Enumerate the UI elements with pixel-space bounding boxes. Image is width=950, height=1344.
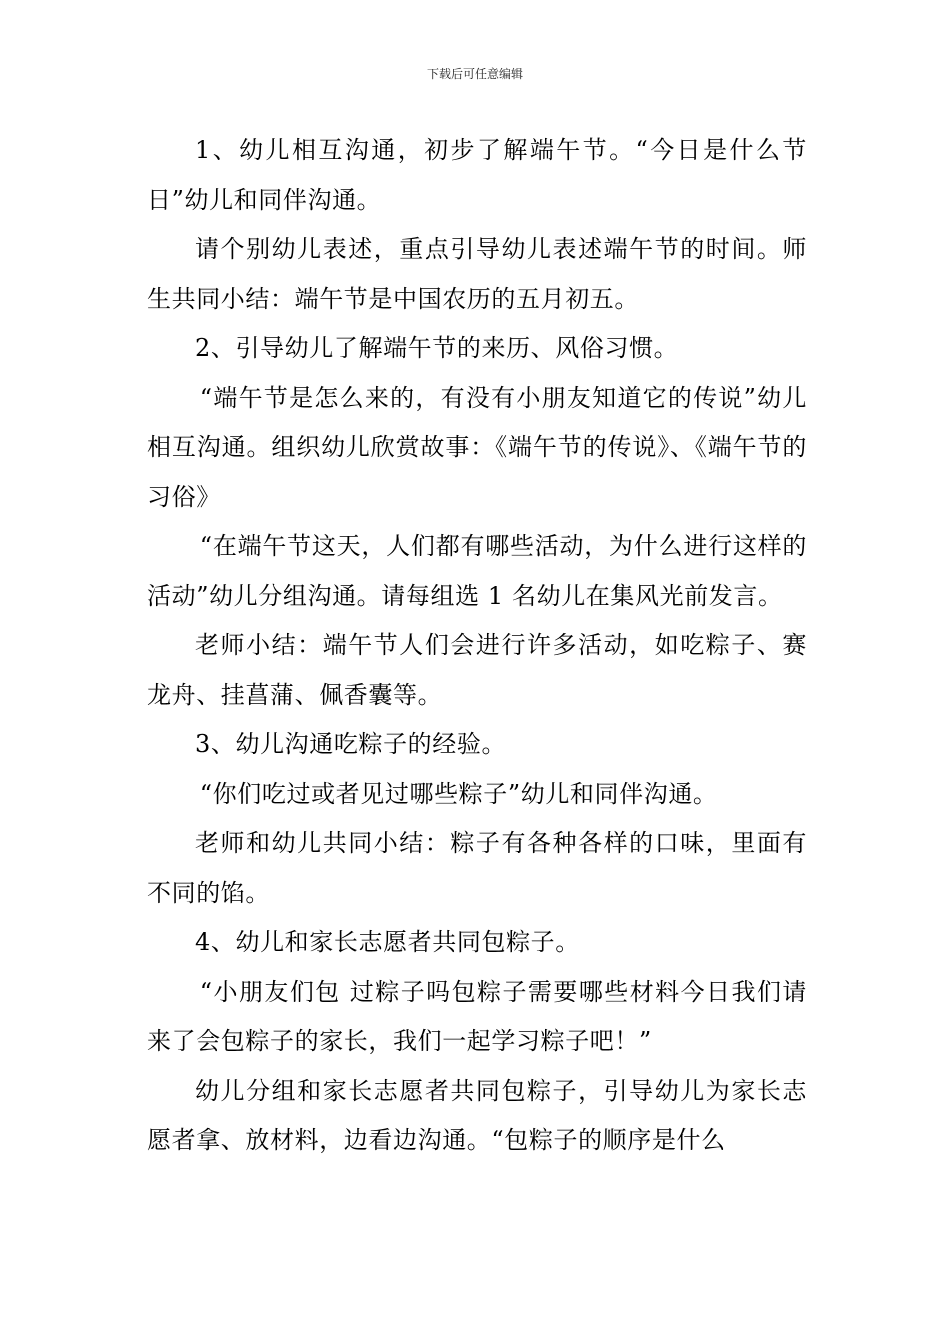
paragraph-8: “你们吃过或者见过哪些粽子”幼儿和同伴沟通。 <box>199 779 718 808</box>
document-body <box>147 126 807 1166</box>
paragraph-10: 4、幼儿和家长志愿者共同包粽子。 <box>195 928 580 956</box>
paragraph-7: 3、幼儿沟通吃粽子的经验。 <box>195 730 507 758</box>
paragraph-5: “在端午节这天，人们都有哪些活动，为什么进行这样的活动”幼儿分组沟通。请每组选 1 名幼儿在集风光前发言。 <box>147 532 807 610</box>
paragraph-12: 幼儿分组和家长志愿者共同包粽子，引导幼儿为家长志愿者拿、放材料，边看边沟通。“包粽子的顺序是什么 <box>147 1076 807 1154</box>
paragraph-4: “端午节是怎么来的，有没有小朋友知道它的传说”幼儿相互沟通。组织幼儿欣赏故事：《端午节的传说》、《端午节的习俗》 <box>147 383 807 511</box>
paragraph-6: 老师小结：端午节人们会进行许多活动，如吃粽子、赛龙舟、挂菖蒲、佩香囊等。 <box>147 631 807 709</box>
paragraph-3: 2、引导幼儿了解端午节的来历、风俗习惯。 <box>195 334 679 362</box>
paragraph-2: 请个别幼儿表述，重点引导幼儿表述端午节的时间。师生共同小结：端午节是中国农历的五月初五。 <box>147 235 807 313</box>
paragraph-9: 老师和幼儿共同小结：粽子有各种各样的口味，里面有不同的馅。 <box>147 829 807 907</box>
paragraph-1: 1、幼儿相互沟通，初步了解端午节。“今日是什么节日”幼儿和同伴沟通。 <box>147 136 807 214</box>
page-header: 下载后可任意编辑 <box>426 67 523 81</box>
paragraph-11: “小朋友们包 过粽子吗包粽子需要哪些材料今日我们请来了会包粽子的家长，我们一起学习粽子吧！” <box>147 977 807 1055</box>
